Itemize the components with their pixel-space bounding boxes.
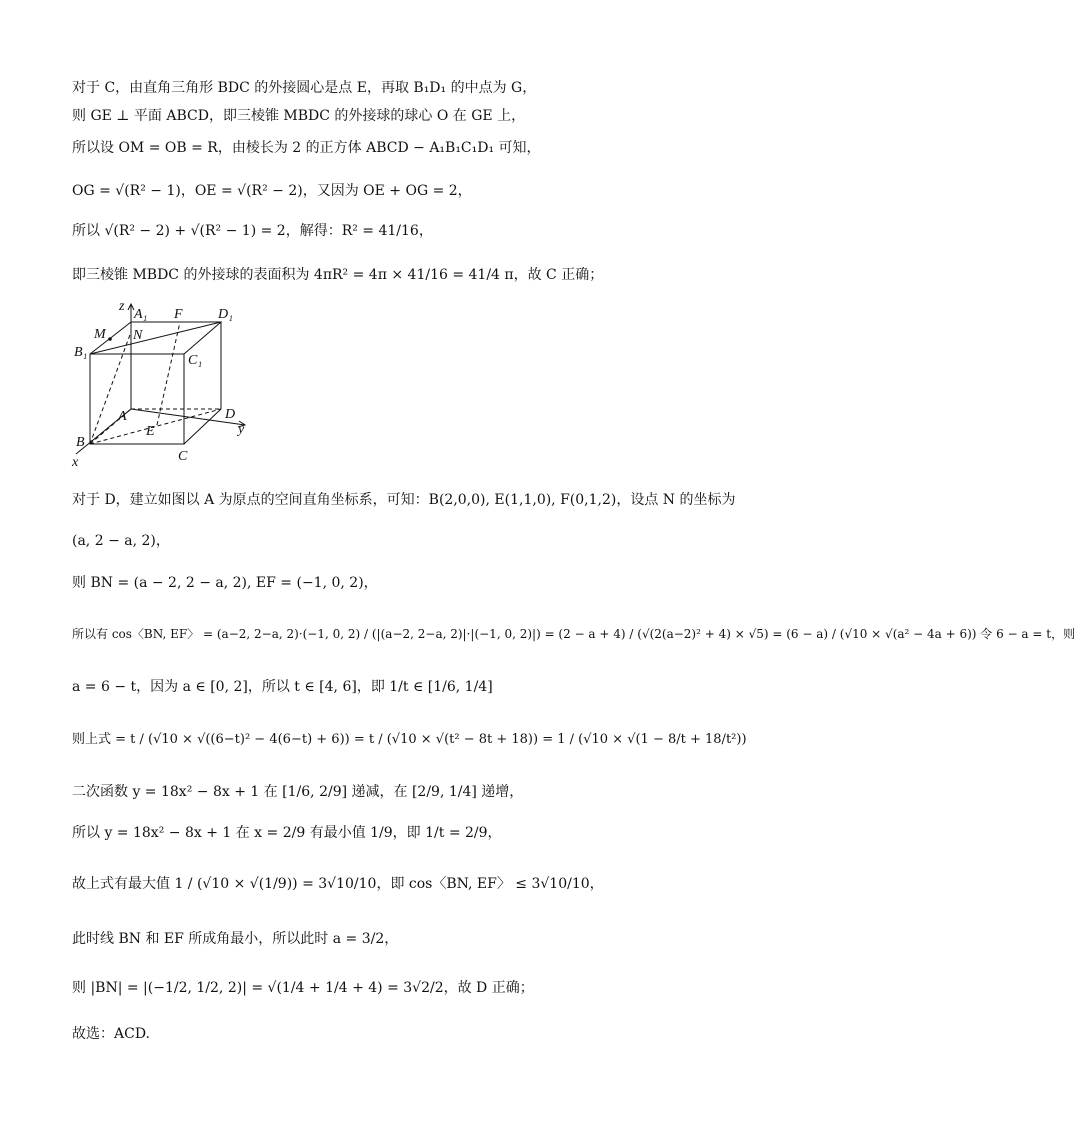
label-c: C [178,449,188,464]
cube-figure [70,296,270,476]
label-d1: D₁ [218,307,233,322]
point-m [108,337,112,341]
text-line-13: 二次函数 y = 18x² − 8x + 1 在 [1/6, 2/9] 递减，在 [2/9, 1/4] 递增， [72,784,524,800]
label-f: F [174,307,183,322]
text-line-14: 所以 y = 18x² − 8x + 1 在 x = 2/9 有最小值 1/9，即 1/t = 2/9， [72,825,502,841]
text-line-6: 即三棱锥 MBDC 的外接球的表面积为 4πR² = 4π × 41/16 = 41/4 π，故 C 正确； [72,267,604,283]
text-line-7: 对于 D，建立如图以 A 为原点的空间直角坐标系，可知：B(2,0,0), E(1,1,0), F(0,1,2)，设点 N 的坐标为 [72,492,736,508]
segment-ef [157,322,180,425]
text-line-5: 所以 √(R² − 2) + √(R² − 1) = 2，解得：R² = 41/16， [72,223,433,239]
label-d: D [225,407,236,422]
label-n: N [133,328,143,343]
text-line-2: 则 GE ⊥ 平面 ABCD，即三棱锥 MBDC 的外接球的球心 O 在 GE 上， [72,108,526,124]
label-b1: B₁ [74,345,88,360]
text-line-18: 故选：ACD. [72,1026,150,1042]
label-y: y [238,422,245,437]
label-b: B [76,435,85,450]
text-line-1: 对于 C，由直角三角形 BDC 的外接圆心是点 E，再取 B₁D₁ 的中点为 G， [72,80,537,96]
text-line-4: OG = √(R² − 1)，OE = √(R² − 2)，又因为 OE + OG = 2， [72,183,472,199]
label-a: A [118,409,127,424]
text-line-12: 则上式 = t / (√10 × √((6−t)² − 4(6−t) + 6)) = t / (√10 × √(t² − 8t + 18)) = 1 / (√10 × √(1 − 8/t + 18/t²)) [72,732,747,747]
text-line-10: 所以有 cos〈BN, EF〉 = (a−2, 2−a, 2)·(−1, 0, 2) / (|(a−2, 2−a, 2)|·|(−1, 0, 2)|) = (2 − a + 4) / (√(2(a−2)² + 4) × √5) = (6 − a) / (√10 × √(a² − 4a + 6)) 令 6 − a = t，则 [72,627,1075,641]
label-z: z [119,299,125,314]
edge-dc [184,409,221,444]
text-line-3: 所以设 OM = OB = R，由棱长为 2 的正方体 ABCD − A₁B₁C₁D₁ 可知， [72,140,541,156]
text-line-11: a = 6 − t，因为 a ∈ [0, 2]，所以 t ∈ [4, 6]，即 1/t ∈ [1/6, 1/4] [72,679,493,695]
text-line-15: 故上式有最大值 1 / (√10 × √(1/9)) = 3√10/10，即 cos〈BN, EF〉 ≤ 3√10/10， [72,876,604,892]
label-c1: C₁ [188,353,203,368]
text-line-9: 则 BN = (a − 2, 2 − a, 2), EF = (−1, 0, 2)， [72,575,378,591]
text-line-8: (a, 2 − a, 2)， [72,533,170,549]
label-x: x [72,455,79,470]
label-m: M [94,327,106,342]
label-e: E [146,424,155,439]
text-line-16: 此时线 BN 和 EF 所成角最小，所以此时 a = 3/2， [72,931,399,947]
label-a1: A₁ [134,307,148,322]
text-line-17: 则 |BN| = |(−1/2, 1/2, 2)| = √(1/4 + 1/4 + 4) = 3√2/2，故 D 正确； [72,980,534,996]
